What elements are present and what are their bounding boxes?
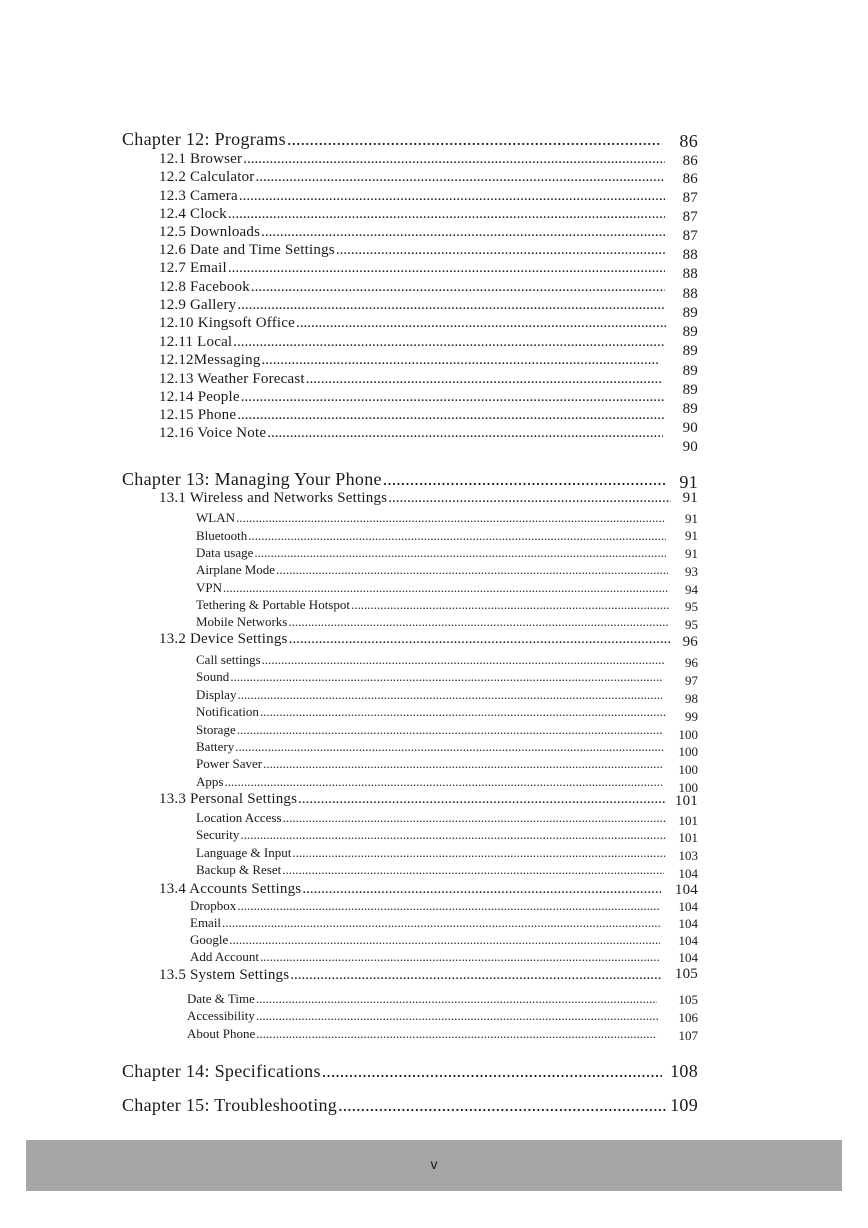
toc-item[interactable] — [159, 279, 665, 296]
toc-entry-label: 13.3 Personal Settings — [159, 791, 298, 807]
toc-item[interactable] — [196, 669, 662, 685]
toc-section-13-3[interactable] — [159, 791, 665, 808]
toc-entry-label: 13.2 Device Settings — [159, 631, 288, 647]
dot-leader — [292, 845, 666, 861]
toc-page-number: 88 — [682, 286, 698, 302]
dot-leader — [255, 169, 665, 186]
page-footer — [26, 1140, 842, 1191]
dot-leader — [256, 991, 657, 1007]
toc-page-number: 105 — [674, 966, 698, 982]
toc-page-number: 86 — [682, 171, 698, 187]
toc-item[interactable] — [159, 242, 665, 259]
dot-leader — [336, 242, 665, 259]
toc-page-number: 95 — [685, 617, 698, 632]
toc-entry-label: 12.2 Calculator — [159, 169, 255, 185]
toc-page-number: 89 — [682, 343, 698, 359]
toc-page-number: 91 — [685, 546, 698, 561]
toc-page-number: 91 — [685, 528, 698, 543]
dot-leader — [262, 352, 659, 369]
toc-page-number: 87 — [682, 228, 698, 244]
toc-entry-label: 12.10 Kingsoft Office — [159, 315, 295, 331]
toc-page-number: 88 — [682, 266, 698, 282]
toc-entry-label: Email — [190, 915, 222, 930]
toc-chapter-15[interactable] — [122, 1095, 668, 1116]
toc-item[interactable] — [159, 188, 665, 205]
dot-leader — [288, 614, 668, 630]
toc-page-number: 87 — [682, 190, 698, 206]
toc-page-number: 89 — [682, 363, 698, 379]
toc-page-number: 87 — [682, 209, 698, 225]
toc-item[interactable] — [196, 687, 662, 703]
toc-item[interactable] — [196, 756, 662, 772]
toc-entry-label: Add Account — [190, 949, 259, 964]
toc-item[interactable] — [187, 1026, 657, 1042]
toc-entry-label: Language & Input — [196, 845, 292, 860]
dot-leader — [224, 774, 662, 790]
toc-page-number: 101 — [678, 830, 698, 845]
toc-item[interactable] — [190, 949, 660, 965]
toc-section-13-1[interactable] — [159, 490, 671, 507]
dot-leader — [388, 490, 671, 507]
toc-entry-label: Power Saver — [196, 756, 263, 771]
toc-entry-label: VPN — [196, 580, 223, 595]
toc-entry-label: 13.5 System Settings — [159, 967, 290, 983]
toc-item[interactable] — [187, 991, 657, 1007]
dot-leader — [261, 224, 665, 241]
toc-entry-label: 12.14 People — [159, 389, 240, 405]
toc-page-number: 88 — [682, 247, 698, 263]
toc-page-number: 98 — [685, 691, 698, 706]
dot-leader — [248, 528, 666, 544]
dot-leader — [338, 1095, 668, 1116]
toc-chapter-14[interactable] — [122, 1061, 662, 1082]
toc-page-number: 89 — [682, 382, 698, 398]
toc-entry-label: Location Access — [196, 810, 282, 825]
toc-item[interactable] — [159, 169, 665, 186]
dot-leader — [233, 334, 665, 351]
toc-entry-label: Backup & Reset — [196, 862, 282, 877]
dot-leader — [243, 151, 665, 168]
toc-item[interactable] — [159, 389, 665, 406]
toc-entry-label: 12.13 Weather Forecast — [159, 371, 305, 387]
toc-page-number: 97 — [685, 673, 698, 688]
toc-item[interactable] — [196, 614, 668, 630]
toc-entry-label: 12.12Messaging — [159, 352, 261, 368]
toc-page-number: 86 — [682, 153, 698, 169]
toc-entry-label: Dropbox — [190, 898, 237, 913]
toc-entry-label: Call settings — [196, 652, 261, 667]
dot-leader — [237, 687, 662, 703]
toc-page-number: 86 — [679, 131, 698, 151]
toc-entry-label: Google — [190, 932, 229, 947]
toc-page-number: 104 — [678, 950, 698, 965]
toc-page-number: 104 — [678, 933, 698, 948]
toc-item[interactable] — [196, 652, 664, 668]
toc-item[interactable] — [159, 425, 663, 442]
toc-item[interactable] — [159, 334, 665, 351]
toc-page-number: 93 — [685, 564, 698, 579]
dot-leader — [306, 371, 663, 388]
toc-item[interactable] — [196, 862, 664, 878]
toc-page-number: 100 — [678, 762, 698, 777]
toc-page-number: 100 — [678, 780, 698, 795]
toc-entry-label: Chapter 15: Troubleshooting — [122, 1095, 338, 1115]
toc-item[interactable] — [159, 315, 667, 332]
toc-entry-label: 12.11 Local — [159, 334, 233, 350]
toc-entry-label: Apps — [196, 774, 224, 789]
dot-leader — [262, 652, 664, 668]
toc-entry-label: 12.4 Clock — [159, 206, 227, 222]
toc-page-number: 89 — [682, 305, 698, 321]
dot-leader — [283, 810, 666, 826]
toc-item[interactable] — [196, 774, 662, 790]
toc-entry-label: Mobile Networks — [196, 614, 288, 629]
toc-page-number: 104 — [678, 916, 698, 931]
toc-entry-label: 12.15 Phone — [159, 407, 237, 423]
dot-leader — [237, 407, 665, 424]
toc-item[interactable] — [196, 739, 664, 755]
toc-entry-label: 12.3 Camera — [159, 188, 238, 204]
toc-item[interactable] — [159, 297, 665, 314]
dot-leader — [263, 756, 662, 772]
toc-item[interactable] — [196, 810, 666, 826]
toc-entry-label: Notification — [196, 704, 259, 719]
toc-entry-label: 12.1 Browser — [159, 151, 243, 167]
toc-item[interactable] — [196, 528, 666, 544]
dot-leader — [236, 510, 666, 526]
toc-page-number: 108 — [670, 1061, 698, 1081]
toc-entry-label: Storage — [196, 722, 236, 737]
toc-page-number: 89 — [682, 324, 698, 340]
toc-entry-label: Sound — [196, 669, 230, 684]
toc-page-number: 104 — [674, 882, 698, 898]
toc-page-number: 95 — [685, 599, 698, 614]
toc-item[interactable] — [196, 722, 662, 738]
toc-page-number: 99 — [685, 709, 698, 724]
toc-page-number: 105 — [678, 992, 698, 1007]
toc-entry-label: WLAN — [196, 510, 235, 525]
toc-page-number: 106 — [678, 1010, 698, 1025]
toc-entry-label: 12.7 Email — [159, 260, 227, 276]
toc-item[interactable] — [159, 260, 665, 277]
dot-leader — [222, 915, 660, 931]
toc-page-number: 96 — [685, 655, 698, 670]
dot-leader — [228, 260, 665, 277]
toc-item[interactable] — [196, 510, 666, 526]
toc-chapter-13[interactable] — [122, 469, 667, 490]
toc-entry-label: Accessibility — [187, 1008, 255, 1023]
toc-page-number: 104 — [678, 899, 698, 914]
toc-entry-label: Battery — [196, 739, 235, 754]
toc-page-number: 90 — [682, 420, 698, 436]
dot-leader — [267, 425, 663, 442]
toc-section-13-4[interactable] — [159, 881, 661, 898]
dot-leader — [241, 389, 665, 406]
dot-leader — [256, 1008, 659, 1024]
toc-page-number: 101 — [678, 813, 698, 828]
dot-leader — [223, 580, 668, 596]
toc-page-number: 100 — [678, 744, 698, 759]
dot-leader — [237, 722, 662, 738]
toc-entry-label: Bluetooth — [196, 528, 248, 543]
toc-item[interactable] — [159, 407, 665, 424]
toc-item[interactable] — [159, 151, 665, 168]
toc-item[interactable] — [196, 562, 668, 578]
dot-leader — [322, 1061, 662, 1082]
toc-section-13-5[interactable] — [159, 967, 662, 984]
dot-leader — [229, 932, 660, 948]
toc-page-number: 89 — [682, 401, 698, 417]
dot-leader — [276, 562, 668, 578]
toc-entry-label: Airplane Mode — [196, 562, 276, 577]
footer-page-number: v — [430, 1156, 438, 1172]
toc-page-number: 90 — [682, 439, 698, 455]
toc-page-number: 91 — [679, 472, 698, 492]
dot-leader — [254, 545, 666, 561]
toc-item[interactable] — [159, 371, 663, 388]
toc-entry-label: 12.5 Downloads — [159, 224, 261, 240]
toc-page-number: 91 — [682, 490, 698, 506]
toc-item[interactable] — [187, 1008, 659, 1024]
toc-page-number: 104 — [678, 866, 698, 881]
toc-entry-label: 13.1 Wireless and Networks Settings — [159, 490, 388, 506]
dot-leader — [239, 188, 665, 205]
toc-entry-label: 13.4 Accounts Settings — [159, 881, 302, 897]
toc-item[interactable] — [196, 580, 668, 596]
toc-page-number: 94 — [685, 582, 698, 597]
toc-entry-label: 12.16 Voice Note — [159, 425, 267, 441]
toc-entry-label: Data usage — [196, 545, 254, 560]
dot-leader — [383, 469, 667, 490]
toc-item[interactable] — [196, 704, 666, 720]
toc-item[interactable] — [159, 352, 659, 369]
toc-item[interactable] — [190, 932, 660, 948]
toc-page-number: 100 — [678, 727, 698, 742]
toc-entry-label: 12.8 Facebook — [159, 279, 250, 295]
toc-page-number: 91 — [685, 511, 698, 526]
dot-leader — [237, 297, 665, 314]
dot-leader — [289, 631, 671, 648]
toc-entry-label: Chapter 13: Managing Your Phone — [122, 469, 382, 489]
dot-leader — [260, 704, 666, 720]
toc-page-number: 103 — [678, 848, 698, 863]
toc-section-13-2[interactable] — [159, 631, 671, 648]
toc-entry-label: 12.6 Date and Time Settings — [159, 242, 335, 258]
dot-leader — [287, 129, 662, 150]
dot-leader — [282, 862, 664, 878]
toc-entry-label: Security — [196, 827, 240, 842]
toc-entry-label: Chapter 14: Specifications — [122, 1061, 321, 1081]
toc-item[interactable] — [190, 915, 660, 931]
dot-leader — [228, 206, 665, 223]
dot-leader — [302, 881, 661, 898]
toc-entry-label: About Phone — [187, 1026, 256, 1041]
toc-entry-label: Chapter 12: Programs — [122, 129, 286, 149]
toc-entry-label: Tethering & Portable Hotspot — [196, 597, 350, 612]
dot-leader — [298, 791, 665, 808]
dot-leader — [256, 1026, 657, 1042]
toc-item[interactable] — [159, 224, 665, 241]
toc-item[interactable] — [196, 545, 666, 561]
dot-leader — [260, 949, 660, 965]
toc-item[interactable] — [196, 845, 666, 861]
toc-entry-label: Display — [196, 687, 237, 702]
dot-leader — [251, 279, 665, 296]
toc-item[interactable] — [196, 827, 666, 843]
toc-item[interactable] — [196, 597, 670, 613]
dot-leader — [351, 597, 670, 613]
dot-leader — [237, 898, 660, 914]
toc-page-number: 107 — [678, 1028, 698, 1043]
toc-chapter-12[interactable] — [122, 129, 662, 150]
toc-item[interactable] — [159, 206, 665, 223]
dot-leader — [240, 827, 666, 843]
toc-entry-label: 12.9 Gallery — [159, 297, 237, 313]
toc-page-number: 101 — [674, 793, 698, 809]
toc-page-number: 109 — [670, 1095, 698, 1115]
toc-entry-label: Date & Time — [187, 991, 255, 1006]
dot-leader — [290, 967, 662, 984]
dot-leader — [235, 739, 664, 755]
dot-leader — [230, 669, 662, 685]
toc-item[interactable] — [190, 898, 660, 914]
dot-leader — [296, 315, 667, 332]
toc-page-number: 96 — [682, 634, 698, 650]
